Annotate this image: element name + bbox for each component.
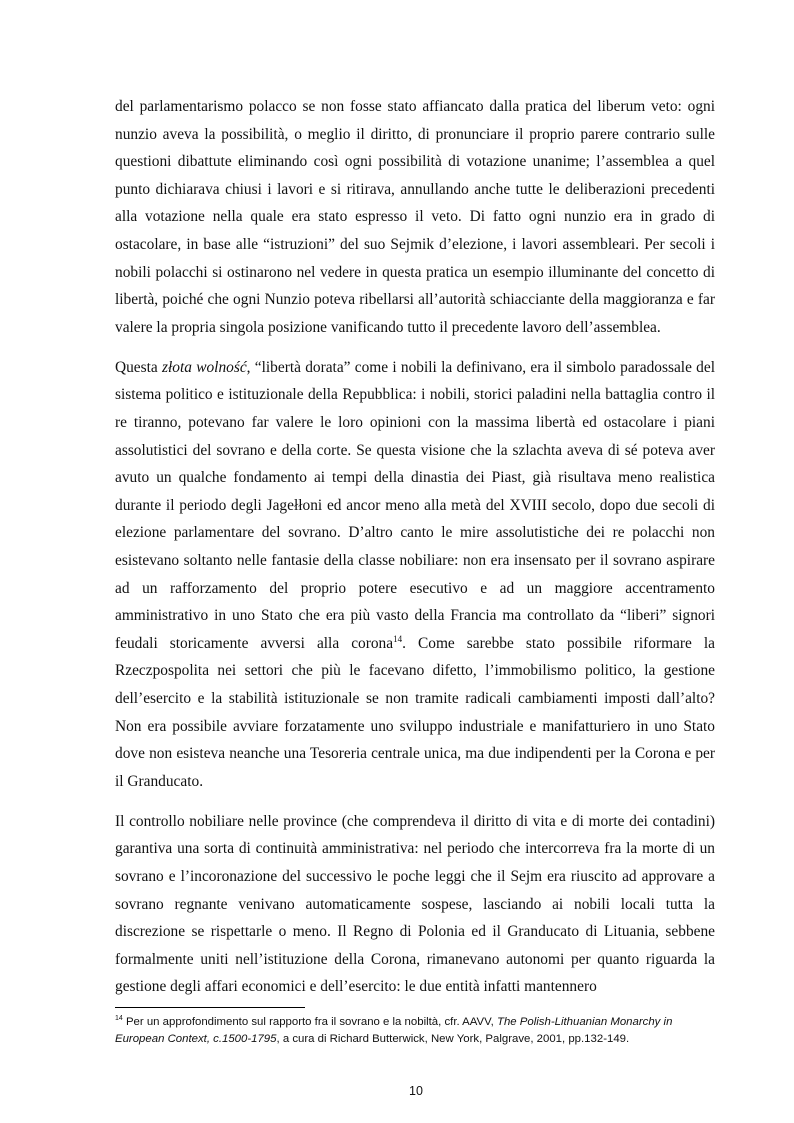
- italic-term: złota wolność: [162, 358, 247, 376]
- paragraph-2-text-a: , “libertà dorata” come i nobili la definivano, era il simbolo paradossale del sistema politico e istituzionale della Repubblica: i nobili, storici paladini nella battaglia contro il re tiranno, potevano far valere le loro opinioni con la massima libertà ed ostacolare i piani assolutistici del sovrano e della corte. Se questa visione che la szlachta aveva di sé poteva aver avuto un qualche fondamento ai tempi della dinastia dei Piast, già risultava meno realistica durante il periodo degli Jagełłoni ed ancor meno alla metà del XVIII secolo, dopo due secoli di elezione parlamentare del sovrano. D’altro canto le mire assolutistiche dei re polacchi non esistevano soltanto nelle fantasie della classe nobiliare: non era insensato per il sovrano aspirare ad un rafforzamento del proprio potere esecutivo e ad un maggiore accentramento amministrativo in uno Stato che era più vasto della Francia ma controllato da “liberi” signori feudali storicamente avversi alla corona: [115, 358, 715, 652]
- footnote-reference[interactable]: 14: [393, 633, 403, 644]
- paragraph-2-text-b: . Come sarebbe stato possibile riformare la Rzeczpospolita nei settori che più le facevano difetto, l’immobilismo politico, la gestione dell’esercito e la stabilità istituzionale se non tramite radicali cambiamenti imposti dall’alto? Non era possibile avviare forzatamente uno sviluppo industriale e manifatturiero in uno Stato dove non esisteva neanche una Tesoreria centrale unica, ma due indipendenti per la Corona e per il Granducato.: [115, 634, 716, 790]
- paragraph-1: del parlamentarismo polacco se non fosse stato affiancato dalla pratica del liberum veto: ogni nunzio aveva la possibilità, o meglio il diritto, di pronunciare il proprio parere contrario sulle questioni dibattute eliminando così ogni possibilità di votazione unanime; l’assemblea a quel punto dichiarava chiusi i lavori e si ritirava, annullando anche tutte le deliberazioni precedenti alla votazione nella quale era stato espresso il veto. Di fatto ogni nunzio era in grado di ostacolare, in base alle “istruzioni” del suo Sejmik d’elezione, i lavori assembleari. Per secoli i nobili polacchi si ostinarono nel vedere in questa pratica un esempio illuminante del concetto di libertà, poiché che ogni Nunzio poteva ribellarsi all’autorità schiacciante della maggioranza e far valere la propria singola posizione vanificando tutto il precedente lavoro dell’assemblea.: [115, 98, 715, 336]
- footnote-tail: , a cura di Richard Butterwick, New York, Palgrave, 2001, pp.132-149.: [276, 1033, 630, 1045]
- footnote-lead: Per un approfondimento sul rapporto fra il sovrano e la nobiltà, cfr. AAVV,: [122, 1016, 498, 1028]
- footnote-divider: [115, 1007, 305, 1008]
- paragraph-2: [115, 354, 715, 796]
- page-number: 10: [409, 1084, 423, 1098]
- footnote-book-title: The Polish-Lithuanian Monarchy in European Context, c.1500-1795: [115, 1016, 673, 1045]
- body-text: [115, 93, 715, 1001]
- footnote: [115, 1014, 721, 1048]
- paragraph-2-lead: Questa: [115, 358, 163, 376]
- footnote-number: 14: [115, 1015, 123, 1023]
- paragraph-3: Il controllo nobiliare nelle province (che comprendeva il diritto di vita e di morte dei contadini) garantiva una sorta di continuità amministrativa: nel periodo che intercorreva fra la morte di un sovrano e l’incoronazione del successivo le poche leggi che il Sejm era riuscito ad approvare a sovrano regnante venivano automaticamente sospese, lasciando ai nobili locali tutta la discrezione se rispettarle o meno. Il Regno di Polonia ed il Granducato di Lituania, sebbene formalmente uniti nell’istituzione della Corona, rimanevano autonomi per quanto riguarda la gestione degli affari economici e dell’esercito: le due entità infatti mantennero: [115, 812, 715, 996]
